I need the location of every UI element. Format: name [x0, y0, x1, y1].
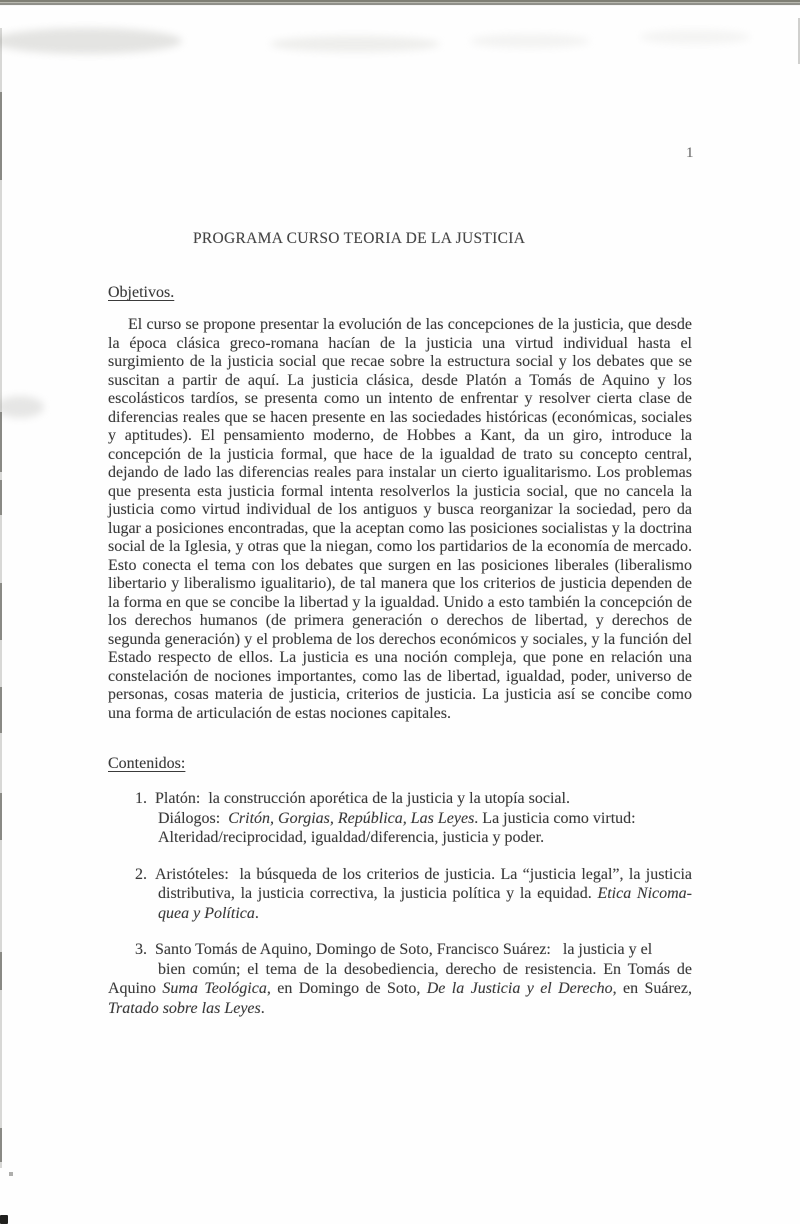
list-item-line: bien común; el tema de la desobediencia, derecho de resistencia. En Tomás de	[158, 960, 692, 978]
scan-left-edge-mark	[0, 687, 2, 733]
list-item	[108, 865, 692, 924]
scan-smudge	[0, 396, 44, 418]
list-item-line: Alteridad/reciprocidad, igualdad/diferencia, justicia y poder.	[158, 829, 545, 846]
page-title: PROGRAMA CURSO TEORIA DE LA JUSTICIA	[193, 230, 526, 247]
list-item-line: Tratado sobre las Leyes.	[108, 999, 265, 1017]
scan-left-edge-mark	[0, 793, 2, 840]
scan-left-edge-mark	[0, 1128, 2, 1162]
scan-left-edge-mark	[0, 480, 2, 515]
list-item-line: distributiva, la justicia correctiva, la justicia política y la equidad. Etica Nicoma-	[158, 885, 692, 902]
list-item-line: 1. Platón: la construcción aporética de la justicia y la utopía social.	[135, 790, 570, 807]
scan-speck	[9, 1172, 13, 1176]
scan-left-edge-mark	[0, 583, 2, 640]
objetivos-heading: Objetivos.	[108, 284, 175, 301]
list-item-number: 3.	[135, 941, 147, 958]
list-item-line: quea y Política.	[158, 904, 259, 922]
contenidos-list	[108, 789, 692, 1035]
list-item-number: 2.	[135, 865, 147, 883]
list-item-line: 2. Aristóteles: la búsqueda de los criterios de justicia. La “justicia legal”, la justicia	[135, 865, 692, 883]
scan-top-edge-artifact	[0, 0, 800, 6]
scan-smudge	[470, 34, 590, 48]
scan-bottom-left-mark	[0, 1215, 8, 1224]
scan-left-edge-mark	[0, 92, 2, 180]
list-item-line: Diálogos: Critón, Gorgias, República, Las Leyes. La justicia como virtud:	[158, 809, 636, 827]
scan-left-edge-mark	[0, 412, 2, 472]
page-number: 1	[686, 145, 694, 161]
scan-smudge	[0, 28, 182, 54]
list-item-number: 1.	[135, 790, 147, 807]
scan-smudge	[640, 30, 750, 44]
objetivos-paragraph: El curso se propone presentar la evolución de las concepciones de la justicia, que desde la época clásica greco-romana hacían de la justicia una virtud individual hasta el surgimiento de la justicia social que recae sobre la estructura social y los debates que se suscitan a partir de aquí. La justicia clásica, desde Platón a Tomás de Aquino y los escolásticos tardíos, se presenta como un intento de enfrentar y resolver cierta clase de diferencias reales que se hacen presente en las sociedades históricas (económicas, sociales y aptitudes). El pensamiento moderno, de Hobbes a Kant, da un giro, introduce la concepción de la justicia formal, que hace de la igualdad de trato su concepto central, dejando de lado las diferencias reales para instalar un cierto igualitarismo. Los problemas que presenta esta justicia formal intenta resolverlos la justicia social, que no cancela la justicia como virtud individual de los antiguos y busca reorganizar la sociedad, pero da lugar a posiciones encontradas, que la aceptan como las posiciones socialistas y la doctrina social de la Iglesia, y otras que la niegan, como los partidarios de la economía de mercado. Esto conecta el tema con los debates que surgen en las posiciones liberales (liberalismo libertario y liberalismo igualitario), de tal manera que los criterios de justicia dependen de la forma en que se concibe la libertad y la igualdad. Unido a esto también la concepción de los derechos humanos (de primera generación o derechos de libertad, y derechos de segunda generación) y el problema de los derechos económicos y sociales, y la función del Estado respecto de ellos. La justicia es una noción compleja, que pone en relación una constelación de nociones importantes, como las de libertad, igualdad, poder, universo de personas, cosas materia de justicia, criterios de justicia. La justicia así se concibe como una forma de articulación de estas nociones capitales.	[108, 316, 692, 722]
scan-smudge	[270, 36, 440, 52]
list-item-line: Aquino Suma Teológica, en Domingo de Soto, De la Justicia y el Derecho, en Suárez,	[108, 980, 693, 997]
contenidos-heading: Contenidos:	[108, 755, 186, 772]
list-item-line: 3. Santo Tomás de Aquino, Domingo de Soto, Francisco Suárez: la justicia y el	[135, 941, 653, 958]
list-item	[108, 940, 692, 1018]
scan-left-edge-mark	[0, 952, 2, 990]
list-item	[108, 789, 692, 848]
